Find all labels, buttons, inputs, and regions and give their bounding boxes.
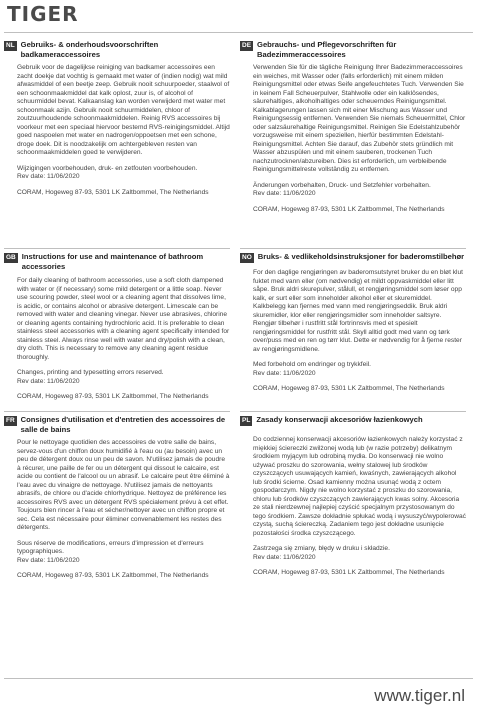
language-badge: PL [242, 417, 251, 424]
section-header [4, 252, 230, 271]
section-header [240, 40, 466, 59]
section-title: Instructions for use and maintenance of bathroom accessories [21, 252, 204, 271]
section-nl [4, 40, 230, 204]
section-body [240, 64, 466, 214]
language-badge: DE [242, 42, 252, 49]
company-address: CORAM, Hogeweg 87-93, 5301 LK Zaltbommel, The Netherlands [253, 205, 445, 213]
header-divider [4, 32, 473, 33]
company-address: CORAM, Hogeweg 87-93, 5301 LK Zaltbommel, The Netherlands [17, 393, 209, 400]
instructions-text: For daily cleaning of bathroom accessories, use a soft cloth dampened with water or (if necessary) some mild detergent or a little soap. Never use scouring powder, steel wool or a cleaning agent that dissolves lime, is acidic, or contains alcohol or abrasive detergent. Limescale can be removed with water and cleaning vinegar. Never use abrasives, chlorine or cleaning agents containing hydrochloric acid. It is preferable to clean stainless steel accessories with a cleaning agent specifically intended for stainless steel. Always rinse well with water and dry/polish with a clean, dry cloth. This is necessary to remove any cleaning agent residue thoroughly. [17, 277, 230, 361]
section-title: Gebrauchs- und Pflegevorschriften für Badezimmeraccessoires [257, 40, 397, 59]
instructions-text: Pour le nettoyage quotidien des accessoires de votre salle de bains, servez-vous d'un chiffon doux humidifié à l'eau ou (au besoin) avec un peu de détergent doux ou un peu de savon. N'utilisez jamais de poudre à récurer, une paille de fer ou un détergent qui dissout le calcaire, est acide ou contient de l'alcool ou un abrasif. Le calcaire peut être éliminé à l'eau avec du vinaigre de nettoyage. N'utilisez jamais de nettoyants abrasifs, de chlore ou d'acide chlorhydrique. Nettoyez de préférence les accessoires RVS avec un détergent RVS spécialement prévu à cet effet. Toujours bien rincer à l'eau et sécher/nettoyer avec un chiffon propre et sec. Cela est nécessaire pour éliminer convenablement les restes des détergents. [17, 439, 230, 531]
company-address: CORAM, Hogeweg 87-93, 5301 LK Zaltbommel, The Netherlands [17, 188, 209, 196]
company-address: CORAM, Hogeweg 87-93, 5301 LK Zaltbommel, The Netherlands [17, 572, 209, 579]
section-divider [240, 411, 466, 412]
revision-date: Rev date: 11/06/2020 [253, 553, 316, 561]
section-body [4, 439, 230, 581]
section-fr [4, 411, 230, 588]
instructions-text: Verwenden Sie für die tägliche Reinigung Ihrer Badezimmeraccessoires ein weiches, mit Wasser oder (falls erforderlich) mit einem milden Reinigungsmittel oder etwas Seife angefeuchtetes Tuch. Verwenden Sie in keinem Fall Scheuerpulver, Stahlwolle oder ein kalklösendes, säurehaltiges, alkoholhaltiges oder scheuerndes Reinigungsmittel. Kalkablagerungen lassen sich mit einer Mischung aus Wasser und Reinigungsessig entfernen. Verwenden Sie niemals Scheuermittel, Chlor oder salzsäurehaltige Reinigungsmittel. Reinigen Sie Edelstahlzubehör vorzugsweise mit einem speziellen, hierfür bestimmten Edelstahl-Reinigungsmittel. Achten Sie darauf, das Zubehör stets gründlich mit Wasser abzuspülen und mit einem sauberen, trockenen Tuch nachzutrocknen/abzureiben. Dies ist erforderlich, um verbleibende Reinigungsmittelreste vollständig zu entfernen. [253, 64, 466, 173]
language-badge: NL [6, 42, 15, 49]
instructions-text: Do codziennej konserwacji akcesoriów łazienkowych należy korzystać z miękkiej ściereczki zwilżonej wodą lub (w razie potrzeby) delikatnym środkiem myjącym lub odrobiną mydła. Do konserwacji nie wolno używać proszku do szorowania, wełny stalowej lub środków czyszczących usuwających kamień, kwaśnych, zawierających alkohol lub środki ścierne. Osad kamienny można usunąć wodą z octem gospodarczym. Nigdy nie wolno korzystać z proszku do szorowania, chloru lub środków czyszczących zawierających kwas solny. Akcesoria ze stali nierdzewnej najlepiej czyścić specjalnym przystosowanym do tego środkiem. Zawsze dokładnie spłukać wodą i wysuszyć/wypolerować czystą, suchą ściereczką. Zadaniem tego jest dokładne usunięcie pozostałości środka czyszczącego. [253, 436, 466, 537]
instructions-text: Gebruik voor de dagelijkse reiniging van badkamer accessoires een zacht doekje dat vochtig is gemaakt met water of (indien nodig) wat mild afwasmiddel of een beetje zeep. Gebruik nooit schuurpoeder, staalwol of een schoonmaakmiddel dat kalk oplost, zuur is, of alcohol of schuurmiddel bevat. Kalkaanslag kan worden verwijderd met water met schoonmaak azijn. Gebruik nooit schuurmiddelen, chloor of zoutzuurhoudende schoonmaakmiddelen. Reinig RVS accessoires bij voorkeur met een speciaal hiervoor bestemd RVS-reinigingsmiddel. Altijd goed naspoelen met water en nadrogen/oppoetsen met een schone, droge doek. Dit is noodzakelijk om achtergebleven resten van schoonmaakmiddelen goed te verwijderen. [17, 64, 230, 156]
language-badge: NO [242, 254, 252, 261]
disclaimer-text: Wijzigingen voorbehouden, druk- en zetfouten voorbehouden. [17, 164, 198, 172]
section-divider [4, 411, 230, 412]
section-body [4, 64, 230, 197]
section-title: Zasady konserwacji akcesoriów łazienkowych [256, 415, 423, 424]
disclaimer-text: Sous réserve de modifications, erreurs d'impression et d'erreurs typographiques. [17, 539, 204, 555]
company-address: CORAM, Hogeweg 87-93, 5301 LK Zaltbommel, The Netherlands [253, 569, 445, 576]
section-gb [4, 248, 230, 409]
disclaimer-text: Changes, printing and typesetting errors reserved. [17, 369, 164, 376]
revision-date: Rev date: 11/06/2020 [17, 556, 80, 564]
section-header [4, 40, 230, 59]
section-divider [240, 248, 466, 249]
disclaimer-text: Änderungen vorbehalten, Druck- und Setzfehler vorbehalten. [253, 181, 431, 189]
website-link[interactable]: www.tiger.nl [374, 686, 465, 705]
section-body [4, 277, 230, 402]
section-header [4, 415, 230, 434]
section-header [240, 252, 466, 263]
brand-logo: TIGER [7, 2, 79, 26]
section-title: Consignes d'utilisation et d'entretien des accessoires de salle de bains [20, 415, 226, 434]
language-badge: GB [6, 254, 16, 261]
company-address: CORAM, Hogeweg 87-93, 5301 LK Zaltbommel, The Netherlands [253, 385, 445, 392]
section-title: Gebruiks- & onderhoudsvoorschriften badkameraccessoires [20, 40, 159, 59]
section-title: Bruks- & vedlikeholdsinstruksjoner for baderomstilbehør [257, 252, 465, 261]
disclaimer-text: Med forbehold om endringer og trykkfeil. [253, 361, 372, 368]
instructions-text: For den daglige rengjøringen av baderomsutstyret bruker du en bløt klut fuktet med vann eller (om nødvendig) et mildt oppvaskmiddel eller litt såpe. Bruk aldri skurepulver, stålull, et rengjøringsmiddel som løser opp kalk, er surt eller som inneholder alkohol eller et skuremiddel. Kalkbelegg kan fjernes med vann med rengjøringseddik. Bruk aldri skuremidler, klor eller rengjøringsmidler som inneholder saltsyre. Rengjør tilbehør i rustfritt stål fortrinnsvis med et spesielt rengjøringsmiddel for rustfritt stål. Skyll alltid godt med vann og tørk over/puss med en ren og tørr klut. Dette er nødvendig for å fjerne rester av rengjøringsmidlene. [253, 269, 464, 353]
section-pl [240, 411, 466, 585]
language-badge: FR [6, 417, 15, 424]
section-header [240, 415, 466, 426]
revision-date: Rev date: 11/06/2020 [17, 377, 80, 385]
disclaimer-text: Zastrzega się zmiany, błędy w druku i składzie. [253, 545, 390, 552]
section-body [240, 269, 466, 394]
revision-date: Rev date: 11/06/2020 [253, 369, 316, 377]
section-divider [4, 248, 230, 249]
footer-divider [4, 678, 473, 679]
revision-date: Rev date: 11/06/2020 [17, 173, 80, 180]
section-de [240, 40, 466, 221]
section-body [240, 436, 466, 578]
section-no [240, 248, 466, 401]
revision-date: Rev date: 11/06/2020 [253, 190, 316, 197]
